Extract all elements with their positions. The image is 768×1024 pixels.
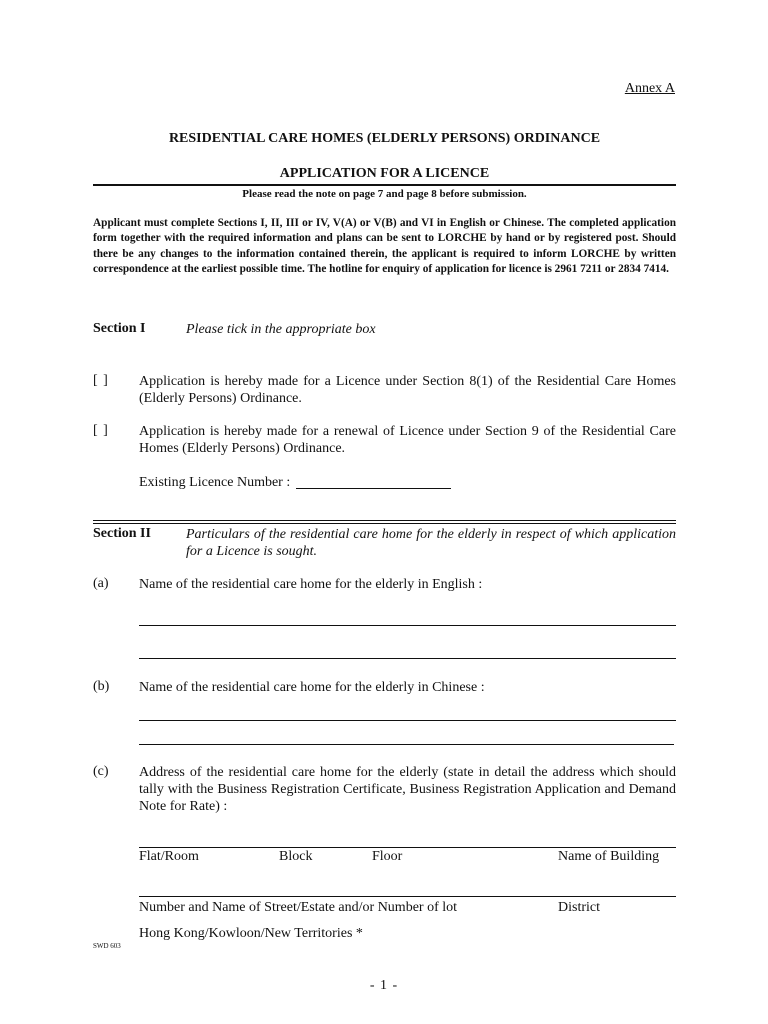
chinese-name-field-line-2[interactable] bbox=[139, 744, 674, 745]
section-2-label: Section II bbox=[93, 526, 151, 541]
section-1-instruction: Please tick in the appropriate box bbox=[186, 322, 376, 337]
new-licence-checkbox[interactable]: [ ] bbox=[93, 373, 109, 388]
section-2-instruction: Particulars of the residential care home for the elderly in respect of which application for a Licence is sought. bbox=[186, 527, 676, 559]
existing-licence-label: Existing Licence Number : bbox=[139, 475, 291, 490]
title-divider bbox=[93, 184, 676, 186]
section-1-label: Section I bbox=[93, 321, 146, 336]
renewal-licence-option-text: Application is hereby made for a renewal of Licence under Section 9 of the Residential Care Homes (Elderly Persons) Ordinance. bbox=[139, 424, 676, 456]
annex-label: Annex A bbox=[624, 81, 675, 96]
item-c-text: Address of the residential care home for the elderly (state in detail the address which should tally with the Business Registration Certificate, Business Registration Application and Demand Note for Rate) : bbox=[139, 765, 676, 814]
ordinance-title: RESIDENTIAL CARE HOMES (ELDERLY PERSONS) ORDINANCE bbox=[168, 131, 601, 146]
address-line-2[interactable] bbox=[139, 896, 676, 897]
existing-licence-row bbox=[139, 474, 451, 491]
item-a-letter: (a) bbox=[93, 576, 109, 591]
page-number: - 1 - bbox=[369, 978, 399, 993]
english-name-field-line-2[interactable] bbox=[139, 658, 676, 659]
item-c-letter: (c) bbox=[93, 764, 109, 779]
item-b-text: Name of the residential care home for the elderly in Chinese : bbox=[139, 680, 485, 695]
street-label: Number and Name of Street/Estate and/or Number of lot bbox=[139, 900, 458, 915]
submission-note: Please read the note on page 7 and page 8 before submission. bbox=[242, 188, 527, 200]
section-divider bbox=[93, 520, 676, 524]
form-code: SWD 603 bbox=[93, 942, 121, 950]
region-label: Hong Kong/Kowloon/New Territories * bbox=[139, 926, 363, 941]
new-licence-option-text: Application is hereby made for a Licence under Section 8(1) of the Residential Care Homes (Elderly Persons) Ordinance. bbox=[139, 374, 676, 406]
renewal-licence-checkbox[interactable]: [ ] bbox=[93, 423, 109, 438]
district-label: District bbox=[558, 900, 600, 915]
english-name-field-line-1[interactable] bbox=[139, 625, 676, 626]
item-b-letter: (b) bbox=[93, 679, 110, 694]
flat-room-label: Flat/Room bbox=[139, 849, 199, 864]
floor-label: Floor bbox=[372, 849, 403, 864]
chinese-name-field-line-1[interactable] bbox=[139, 720, 676, 721]
block-label: Block bbox=[279, 849, 313, 864]
existing-licence-field[interactable] bbox=[296, 474, 451, 489]
address-line-1[interactable] bbox=[139, 847, 676, 848]
instructions-paragraph: Applicant must complete Sections I, II, III or IV, V(A) or V(B) and VI in English or Chinese. The completed application form together with the required information and plans can be sent to LORCHE by hand or by registered post. Should there be any changes to the information contained therein, the applicant is required to inform LORCHE by written correspondence at the earliest possible time. The hotline for enquiry of application for licence is 2961 7211 or 2834 7414. bbox=[93, 217, 676, 275]
building-name-label: Name of Building bbox=[558, 849, 660, 864]
form-title: APPLICATION FOR A LICENCE bbox=[279, 166, 490, 181]
item-a-text: Name of the residential care home for the elderly in English : bbox=[139, 577, 483, 592]
